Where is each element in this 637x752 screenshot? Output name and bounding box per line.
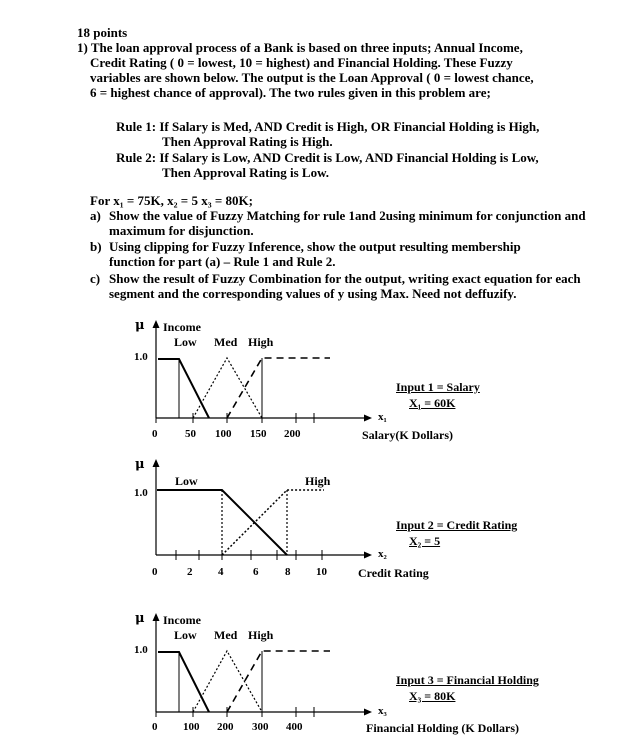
graph1-tick-1: 50 — [185, 428, 196, 440]
question-line-2: Credit Rating ( 0 = lowest, 10 = highest) and Financial Holding. These Fuzzy — [90, 55, 513, 70]
graph1-title: Income — [163, 320, 201, 334]
graph2-one-label: 1.0 — [134, 487, 148, 499]
question-line-4: 6 = highest chance of approval). The two rules given in this problem are; — [90, 85, 491, 100]
graph1-input-title: Input 1 = Salary — [396, 380, 480, 394]
graph3-y-arrow — [153, 613, 160, 621]
graph3-tick-3: 300 — [252, 721, 269, 733]
question-line-3: variables are shown below. The output is the Loan Approval ( 0 = lowest chance, — [90, 70, 534, 85]
part-c-line1: Show the result of Fuzzy Combination for the output, writing exact equation for each — [109, 271, 581, 286]
graph2-x-arrow — [364, 552, 372, 559]
graph3-low-label: Low — [174, 628, 197, 642]
graph3-high-curve — [227, 651, 330, 712]
graph3-tick-0: 0 — [152, 721, 158, 733]
graph2-tick-4: 8 — [285, 566, 291, 578]
graph2-high-curve — [222, 490, 324, 555]
graph1-low-label: Low — [174, 335, 197, 349]
graph1-tick-3: 150 — [250, 428, 267, 440]
graph2-tick-3: 6 — [253, 566, 259, 578]
graph3-one-label: 1.0 — [134, 644, 148, 656]
graph3-med-label: Med — [214, 628, 238, 642]
graph2-tick-1: 2 — [187, 566, 193, 578]
graph1-one-label: 1.0 — [134, 351, 148, 363]
graph3-x-axis-label: x₃ — [378, 705, 387, 717]
graph1-input-value: X₁ = 60K — [409, 396, 456, 410]
graph3-tick-1: 100 — [183, 721, 200, 733]
graph1-x-axis-label: x₁ — [378, 411, 387, 423]
rule2-line1: Rule 2: If Salary is Low, AND Credit is Low, AND Financial Holding is Low, — [116, 150, 539, 165]
graph2-low-label: Low — [175, 474, 198, 488]
graph2-input-title: Input 2 = Credit Rating — [396, 518, 518, 532]
rule1-line1: Rule 1: If Salary is Med, AND Credit is High, OR Financial Holding is High, — [116, 119, 540, 134]
graph2-low-curve — [157, 490, 287, 555]
graph1-high-curve — [227, 358, 330, 418]
graph3-x-arrow — [364, 709, 372, 716]
graph1-axis-title: Salary(K Dollars) — [362, 428, 453, 442]
graph2-input-value: X₂ = 5 — [409, 534, 441, 548]
graph1-high-label: High — [248, 335, 274, 349]
inputs-line: For x₁ = 75K, x₂ = 5 x₃ = 80K; — [90, 193, 253, 208]
part-b-line2: function for part (a) – Rule 1 and Rule 2. — [109, 254, 336, 269]
graph2-tick-5: 10 — [316, 566, 327, 578]
graph1-x-arrow — [364, 415, 372, 422]
part-a-label: a) — [90, 208, 101, 223]
graph3-title: Income — [163, 613, 201, 627]
graph3-low-curve — [158, 652, 209, 712]
graph2-x-axis-label: x₂ — [378, 548, 387, 560]
graph3-mu-symbol: μ — [135, 611, 145, 626]
graph2-high-label: High — [305, 474, 331, 488]
part-a-line2: maximum for disjunction. — [109, 223, 254, 238]
graph3-tick-2: 200 — [217, 721, 234, 733]
graph2-mu-symbol: μ — [135, 457, 145, 472]
question-line-1: 1) The loan approval process of a Bank is based on three inputs; Annual Income, — [77, 40, 523, 55]
graph3-high-label: High — [248, 628, 274, 642]
graph1-tick-2: 100 — [215, 428, 232, 440]
graph2-axis-title: Credit Rating — [358, 566, 429, 580]
graph3-axis-title: Financial Holding (K Dollars) — [366, 721, 520, 735]
part-b-line1: Using clipping for Fuzzy Inference, show the output resulting membership — [109, 239, 521, 254]
rule1-line2: Then Approval Rating is High. — [162, 134, 333, 149]
rule2-line2: Then Approval Rating is Low. — [162, 165, 330, 180]
graph3-tick-4: 400 — [286, 721, 303, 733]
part-b-label: b) — [90, 239, 102, 254]
graph1-med-label: Med — [214, 335, 238, 349]
graph2-tick-2: 4 — [218, 566, 224, 578]
graph3-input-value: X₃ = 80K — [409, 689, 456, 703]
part-a-line1: Show the value of Fuzzy Matching for rule 1and 2using minimum for conjunction and — [109, 208, 586, 223]
graph3-input-title: Input 3 = Financial Holding — [396, 673, 539, 687]
points-label: 18 points — [77, 25, 128, 40]
part-c-line2: segment and the corresponding values of y using Max. Need not deffuzify. — [109, 286, 517, 301]
graph1-tick-0: 0 — [152, 428, 158, 440]
graph2-tick-0: 0 — [152, 566, 158, 578]
part-c-label: c) — [90, 271, 101, 286]
graph1-mu-symbol: μ — [135, 318, 145, 333]
graph3-med-curve — [193, 651, 262, 712]
graph1-tick-4: 200 — [284, 428, 301, 440]
graph1-med-curve — [193, 358, 262, 418]
graph2-y-arrow — [153, 459, 160, 467]
graph1-y-arrow — [153, 320, 160, 328]
graph1-low-curve — [158, 359, 209, 418]
